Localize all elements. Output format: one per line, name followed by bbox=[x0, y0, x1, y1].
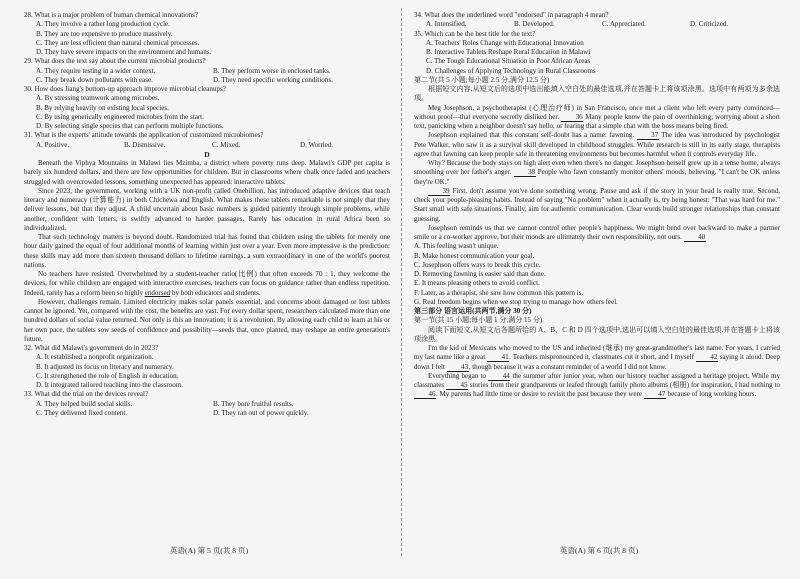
section1-instructions: 阅读下面短文,从短文后各题所给的 A、B、C 和 D 四个选项中,选出可以填入空白处的最佳选项,并在答题卡上将该项涂黑。 bbox=[414, 325, 780, 343]
option-g: G. Real freedom begins when we stop trying to manage how others feel. bbox=[414, 297, 618, 306]
q30-stem: 30. How does Jiang's bottom-up approach improve microbial cleanups? bbox=[24, 85, 226, 93]
page-footer-left: 英语(A) 第 5 页(共 8 页) bbox=[169, 546, 249, 555]
q30-option-b: B. By relying heavily on existing local species. bbox=[36, 103, 169, 112]
c2-text-a: Everything began to bbox=[428, 371, 487, 380]
passage-paragraph-1: Beneath the Viphya Mountains in Malawi lies Mzimba, a district where poverty runs deep. Malawi's GDP per capita is barely six hundred dollars, and there are few opportunities for children. But in classrooms where chalk once faded and teachers struggled with overcrowded lessons, something unexpected has appeared: interactive tablets. bbox=[24, 159, 390, 186]
p3-text-pre: Why? Because the body stays on high alert even when there's no danger. Josephson herself grew up in a tense home, always smoothing over her father's anger. bbox=[414, 159, 780, 177]
q34-option-b: B. Developed. bbox=[514, 20, 555, 29]
q29-option-b: B. They perform worse in enclosed tanks. bbox=[213, 66, 331, 75]
passage-paragraph-4 bbox=[24, 270, 390, 298]
part3-title: 第三部分 语言运用(共两节,满分 30 分) bbox=[414, 307, 532, 315]
underlined-word-endorsed: endorsed bbox=[144, 288, 171, 297]
passage-paragraph-2: Since 2023, the government, working with a UK non-profit called Onebillion, has introduced adaptive devices that teach literacy and numeracy (计算能力) in both Chichewa and English. What makes these tablets remarkable is not simply that they deliver lessons, but that they adjust. A child uncertain about basic numbers is guided patiently through simple problems, while another, confident with letters, is swiftly advanced to harder passages. Rarely has education in rural Africa been so individualized. bbox=[24, 186, 390, 232]
q35-option-b: B. Interactive Tablets Reshape Rural Education in Malawi bbox=[426, 48, 591, 56]
p4-text-post: by both educators and students. bbox=[170, 288, 261, 297]
q31-option-d: D. Worried. bbox=[300, 140, 334, 149]
q31-stem: 31. What is the experts' attitude towards the application of customized microbiomes? bbox=[24, 131, 264, 140]
option-c: C. Josephson offers ways to break this cycle. bbox=[414, 260, 541, 269]
section-d-heading: D bbox=[204, 149, 210, 159]
q31-option-c: C. Mixed. bbox=[212, 140, 241, 149]
q33-option-a: A. They helped build social skills. bbox=[36, 399, 133, 408]
q28-option-c: C. They are less efficient than natural chemical processes. bbox=[36, 38, 200, 47]
q30-option-a: A. By stressing teamwork among microbes. bbox=[36, 94, 160, 103]
blank-42: 42 bbox=[696, 353, 718, 362]
q33-option-b: B. They bore fruitful results. bbox=[213, 399, 294, 408]
option-d: D. Removing fawning is easier said than done. bbox=[414, 270, 546, 278]
q28-stem: 28. What is a major problem of human chemical innovations? bbox=[24, 11, 199, 19]
cloze-paragraph-3 bbox=[414, 159, 780, 187]
option-e: E. It means pleasing others to avoid conflict. bbox=[414, 279, 540, 288]
q29-stem: 29. What does the text say about the current microbial products? bbox=[24, 57, 206, 66]
p2-text-post: The idea was introduced by psychologist Pete Walker, who saw it as a survival skill developed in childhood struggles. While research is still in its early stage, therapists agree that fawning can keep people safe in threatening environments but becomes harmful when it controls everyday life. bbox=[414, 131, 780, 158]
c1-text-a: I'm the kid of Mexicans who moved to the US and inherited (继承) my great-grandmother's last name. For years, I carried my last name like a great bbox=[414, 344, 780, 362]
q28-option-b: B. They are too expensive to produce massively. bbox=[36, 29, 173, 38]
q33-options-row2 bbox=[24, 409, 390, 418]
q30-option-c: C. By using genetically engineered microbes from the start. bbox=[36, 112, 204, 121]
q30-option-d: D. By selecting single species that can perform multiple functions. bbox=[36, 122, 224, 130]
option-b: B. Make honest communication your goal. bbox=[414, 251, 535, 260]
cloze2-paragraph-2 bbox=[414, 372, 780, 400]
p2-text-pre: Josephson explained that this constant self-doubt has a name: fawning. bbox=[428, 131, 635, 140]
q29-option-a: A. They require testing in a wider context. bbox=[36, 66, 156, 75]
passage-paragraph-5: However, challenges remain. Limited electricity makes solar panels essential, and concerns about damaged or lost tablets cannot be ignored. Yet, compared with the cost, the benefits are vast. For every dollar spent, researchers calculated more than one hundred dollars of social value returned. Not only is this an innovation; it is a revolution. By allowing each child to learn at his or her own pace, the tablets sow seeds of confidence and possibility—seeds that, once planted, may reshape an entire generation's future. bbox=[24, 297, 390, 343]
q32-stem: 32. What did Malawi's government do in 2023? bbox=[24, 344, 159, 352]
section1-title: 第一节(共 15 小题;每小题 1 分,满分 15 分) bbox=[414, 316, 543, 325]
left-column bbox=[24, 11, 390, 418]
c1-text-c: saying it aloud. Deep down I felt bbox=[414, 353, 781, 371]
c1-text-b: . Teachers mispronounced it, classmates cut it short, and I myself bbox=[509, 353, 694, 362]
blank-36: 36 bbox=[561, 113, 583, 122]
p4-text-post: First, don't assume you've done something wrong. Pause and ask if the story in your head is really true. Second, check your people-pleasing habits. Instead of saying "No problem" when it actually is, try being honest: "That was hard for me." Start small with safe situations. Finally, aim for authentic communication. Clear words build stronger relationships than constant guessing. bbox=[414, 186, 781, 223]
c1-text-d: , though because it was a constant reminder of a world I did not know. bbox=[468, 362, 667, 371]
passage-paragraph-3: That such technology matters is beyond doubt. Randomized trial has found that children using the tablets for merely one hour daily gained the equal of four additional months of learning within just over a year. Even more impressive is the prediction: these skills may add more than sixteen thousand dollars to lifetime earnings, a sum extraordinary in one of the world's poorest nations. bbox=[24, 233, 390, 269]
q32-option-a: A. It established a nonprofit organization. bbox=[36, 353, 154, 362]
c2-text-b: the summer after junior year, when our history teacher assigned a heritage project. While my classmates bbox=[414, 371, 780, 389]
q34-options bbox=[414, 20, 780, 29]
blank-43: 43 bbox=[447, 363, 469, 372]
column-divider bbox=[401, 8, 402, 556]
q35-option-c: C. The Tough Educational Situation in Poor African Areas bbox=[426, 57, 591, 66]
cloze-paragraph-5 bbox=[414, 224, 780, 243]
q34-option-a: A. Intensified. bbox=[426, 20, 467, 29]
c2-text-e: because of long working hours. bbox=[667, 390, 757, 399]
blank-46: 46 bbox=[414, 390, 436, 399]
cloze-paragraph-1 bbox=[414, 104, 780, 132]
p5-text-pre: Josephson reminds us that we cannot control other people's happiness. We might bend over backward to make a partner smile or a co-worker approve, but their moods are ultimately their own responsibility, not ours. bbox=[414, 223, 780, 241]
blank-45: 45 bbox=[446, 381, 468, 390]
q33-option-d: D. They ran out of power quickly. bbox=[213, 408, 309, 417]
q33-option-c: C. They delivered fixed content. bbox=[36, 408, 128, 417]
cloze2-paragraph-1 bbox=[414, 344, 780, 372]
q34-option-c: C. Appreciated. bbox=[602, 20, 647, 29]
q29-options-row1 bbox=[24, 67, 390, 76]
q28-option-a: A. They involve a rather long production cycle. bbox=[36, 20, 170, 29]
q29-options-row2 bbox=[24, 76, 390, 85]
page-footer-right: 英语(A) 第 6 页(共 8 页) bbox=[559, 546, 639, 555]
blank-37: 37 bbox=[637, 131, 659, 140]
q32-option-b: B. It adjusted its focus on literacy and numeracy. bbox=[36, 362, 174, 371]
q32-option-c: C. It strengthened the role of English in education. bbox=[36, 371, 179, 380]
q32-option-d: D. It integrated tailored teaching into the classroom. bbox=[36, 381, 183, 389]
q34-option-d: D. Criticized. bbox=[690, 20, 729, 29]
cloze-paragraph-2 bbox=[414, 131, 780, 159]
q34-stem: 34. What does the underlined word "endorsed" in paragraph 4 mean? bbox=[414, 11, 609, 19]
section2-instructions: 根据短文内容,从短文后的选项中选出能填入空白处的最佳选项,并在答题卡上将该项涂黑。选项中有两项为多余选项。 bbox=[414, 85, 780, 103]
blank-40: 40 bbox=[684, 233, 706, 242]
q31-option-b: B. Dismissive. bbox=[124, 140, 166, 149]
p1-text-pre: Meg Josephson, a psychotherapist (心理治疗师) in San Francisco, once met a client who left every party convinced—without proof—that everyone secretly disliked her. bbox=[414, 103, 780, 121]
section2-title: 第二节(共 5 小题;每小题 2.5 分,满分 12.5 分) bbox=[414, 75, 550, 84]
q29-option-c: C. They break down pollutants with ease. bbox=[36, 75, 153, 84]
cloze-paragraph-4 bbox=[414, 187, 780, 224]
blank-44: 44 bbox=[488, 372, 510, 381]
blank-38: 38 bbox=[514, 168, 536, 177]
option-f: F. Later, as a therapist, she saw how common this pattern is. bbox=[414, 288, 584, 297]
c2-text-c: stories from their grandparents or leafed through family photo albums (相册) for inspiration, I had nothing to bbox=[469, 381, 781, 389]
q29-option-d: D. They need specific working conditions. bbox=[213, 75, 333, 84]
q35-option-a: A. Teachers' Roles Change with Educational Innovation bbox=[426, 38, 584, 47]
q31-option-a: A. Positive. bbox=[36, 140, 70, 149]
p4-text-pre: No teachers have resisted. Overwhelmed by a student-teacher ratio(比例) that often exceeds 70 : 1, they welcome the devices, for while children are engaged with interactive exercises, teachers can focus on guidance rather than endless repetition. Indeed, rarely has a reform been so highly bbox=[24, 270, 390, 297]
p3-text-post: People who fawn constantly monitor others' moods, believing, "I can't be OK unless they're OK." bbox=[414, 168, 781, 186]
q28-option-d: D. They have severe impacts on the environment and humans. bbox=[36, 48, 212, 56]
q35-option-d: D. Challenges of Applying Technology in Rural Classrooms bbox=[426, 66, 596, 75]
blank-39: 39 bbox=[428, 187, 450, 196]
option-a: A. This feeling wasn't unique. bbox=[414, 242, 499, 251]
q33-options-row1 bbox=[24, 400, 390, 409]
c2-text-d: . My parents had little time or desire to revisit the past because they were bbox=[436, 390, 643, 399]
blank-41: 41 bbox=[487, 353, 509, 362]
p1-text-post: Many people know the pain of overthinking; worrying about a short text, panicking when a neighbor doesn't say hello, or fearing that a simple chat with the boss means being fired. bbox=[414, 112, 781, 130]
q33-stem: 33. What did the trial on the devices reveal? bbox=[24, 390, 149, 399]
right-column bbox=[414, 11, 780, 400]
blank-47: 47 bbox=[644, 390, 666, 399]
q31-options bbox=[24, 141, 390, 150]
q35-stem: 35. Which can be the best title for the text? bbox=[414, 29, 536, 38]
